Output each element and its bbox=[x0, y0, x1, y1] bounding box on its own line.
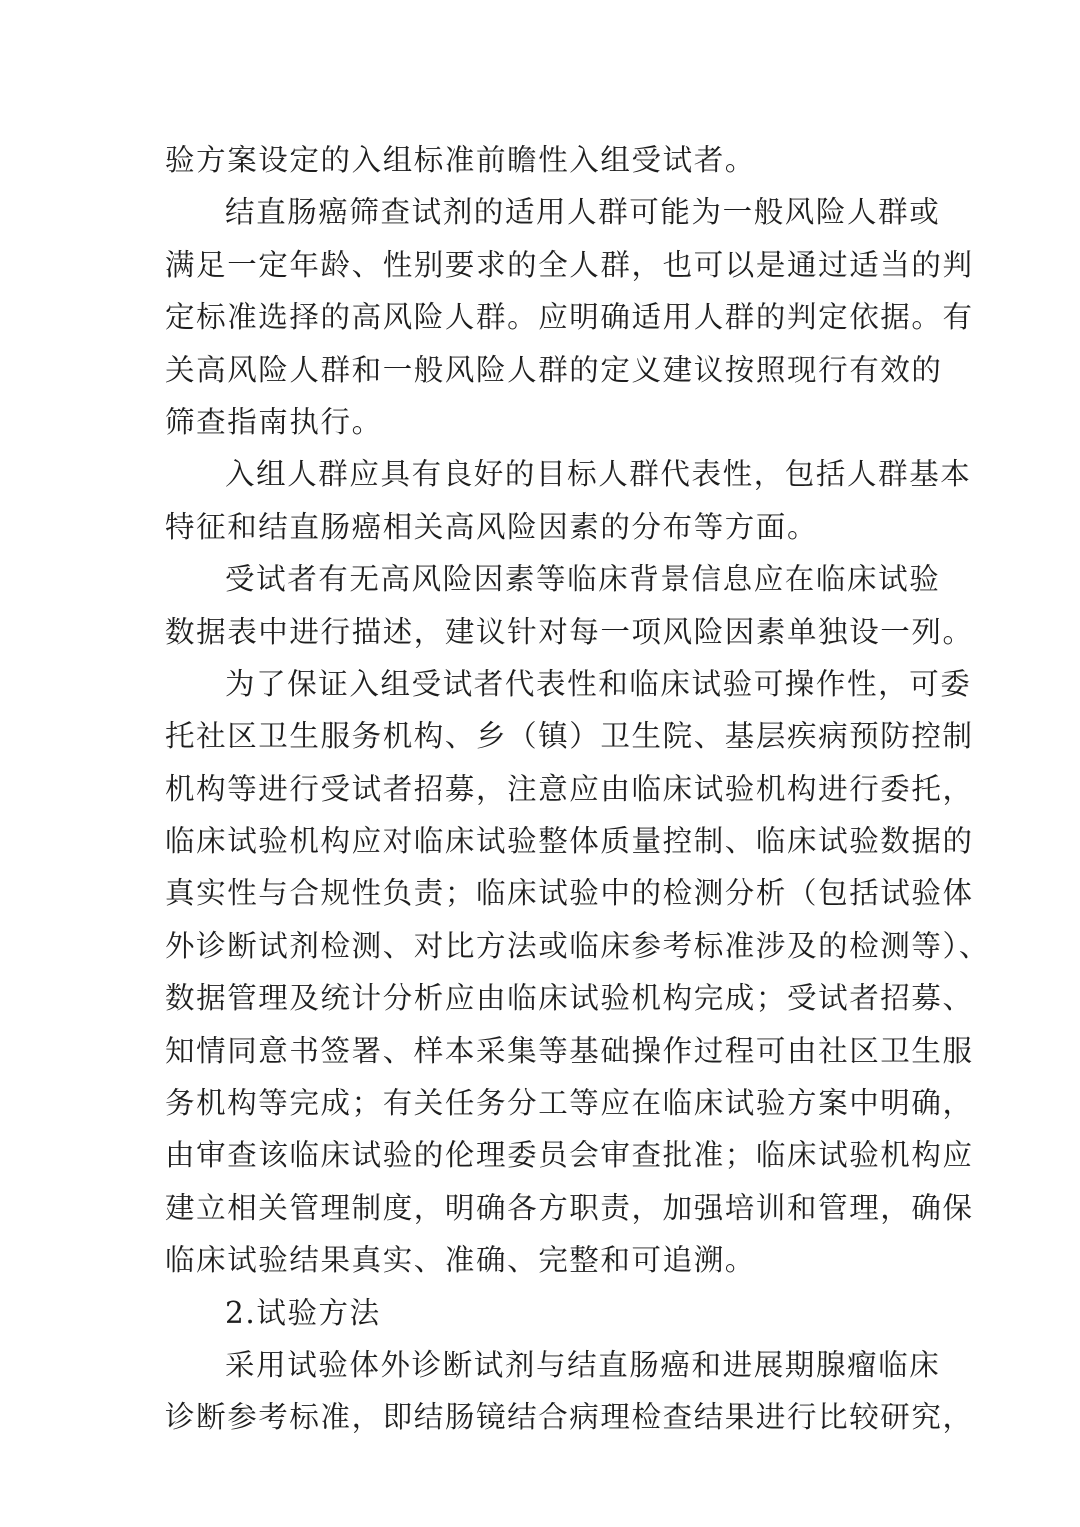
text-line: 数据管理及统计分析应由临床试验机构完成；受试者招募、 bbox=[165, 981, 974, 1016]
text-line: 务机构等完成；有关任务分工等应在临床试验方案中明确， bbox=[165, 1086, 974, 1121]
text-line: 入组人群应具有良好的目标人群代表性，包括人群基本 bbox=[225, 457, 972, 492]
text-line: 真实性与合规性负责；临床试验中的检测分析（包括试验体 bbox=[165, 876, 974, 911]
text-line: 数据表中进行描述，建议针对每一项风险因素单独设一列。 bbox=[165, 614, 974, 649]
text-line: 临床试验结果真实、准确、完整和可追溯。 bbox=[165, 1243, 756, 1278]
text-line: 由审查该临床试验的伦理委员会审查批准；临床试验机构应 bbox=[165, 1138, 974, 1173]
text-line: 诊断参考标准，即结肠镜结合病理检查结果进行比较研究， bbox=[165, 1400, 974, 1435]
text-line: 特征和结直肠癌相关高风险因素的分布等方面。 bbox=[165, 509, 819, 544]
text-line: 托社区卫生服务机构、乡（镇）卫生院、基层疾病预防控制 bbox=[165, 719, 974, 754]
text-line: 筛查指南执行。 bbox=[165, 404, 383, 439]
text-line: 为了保证入组受试者代表性和临床试验可操作性，可委 bbox=[225, 666, 972, 701]
text-line: 关高风险人群和一般风险人群的定义建议按照现行有效的 bbox=[165, 352, 943, 387]
text-line: 知情同意书签署、样本采集等基础操作过程可由社区卫生服 bbox=[165, 1033, 974, 1068]
text-line: 临床试验机构应对临床试验整体质量控制、临床试验数据的 bbox=[165, 824, 974, 859]
text-line: 验方案设定的入组标准前瞻性入组受试者。 bbox=[165, 143, 756, 177]
text-line: 定标准选择的高风险人群。应明确适用人群的判定依据。有 bbox=[165, 300, 974, 335]
text-line: 受试者有无高风险因素等临床背景信息应在临床试验 bbox=[225, 562, 941, 597]
text-line: 机构等进行受试者招募，注意应由临床试验机构进行委托， bbox=[165, 771, 974, 806]
text-line: 2.试验方法 bbox=[225, 1295, 381, 1330]
text-line: 采用试验体外诊断试剂与结直肠癌和进展期腺瘤临床 bbox=[225, 1347, 941, 1382]
text-line: 满足一定年龄、性别要求的全人群，也可以是通过适当的判 bbox=[165, 247, 974, 282]
document-body bbox=[165, 134, 990, 1444]
text-line: 结直肠癌筛查试剂的适用人群可能为一般风险人群或 bbox=[225, 195, 941, 230]
text-line: 外诊断试剂检测、对比方法或临床参考标准涉及的检测等）、 bbox=[165, 928, 990, 963]
text-line: 建立相关管理制度，明确各方职责，加强培训和管理，确保 bbox=[165, 1190, 974, 1225]
